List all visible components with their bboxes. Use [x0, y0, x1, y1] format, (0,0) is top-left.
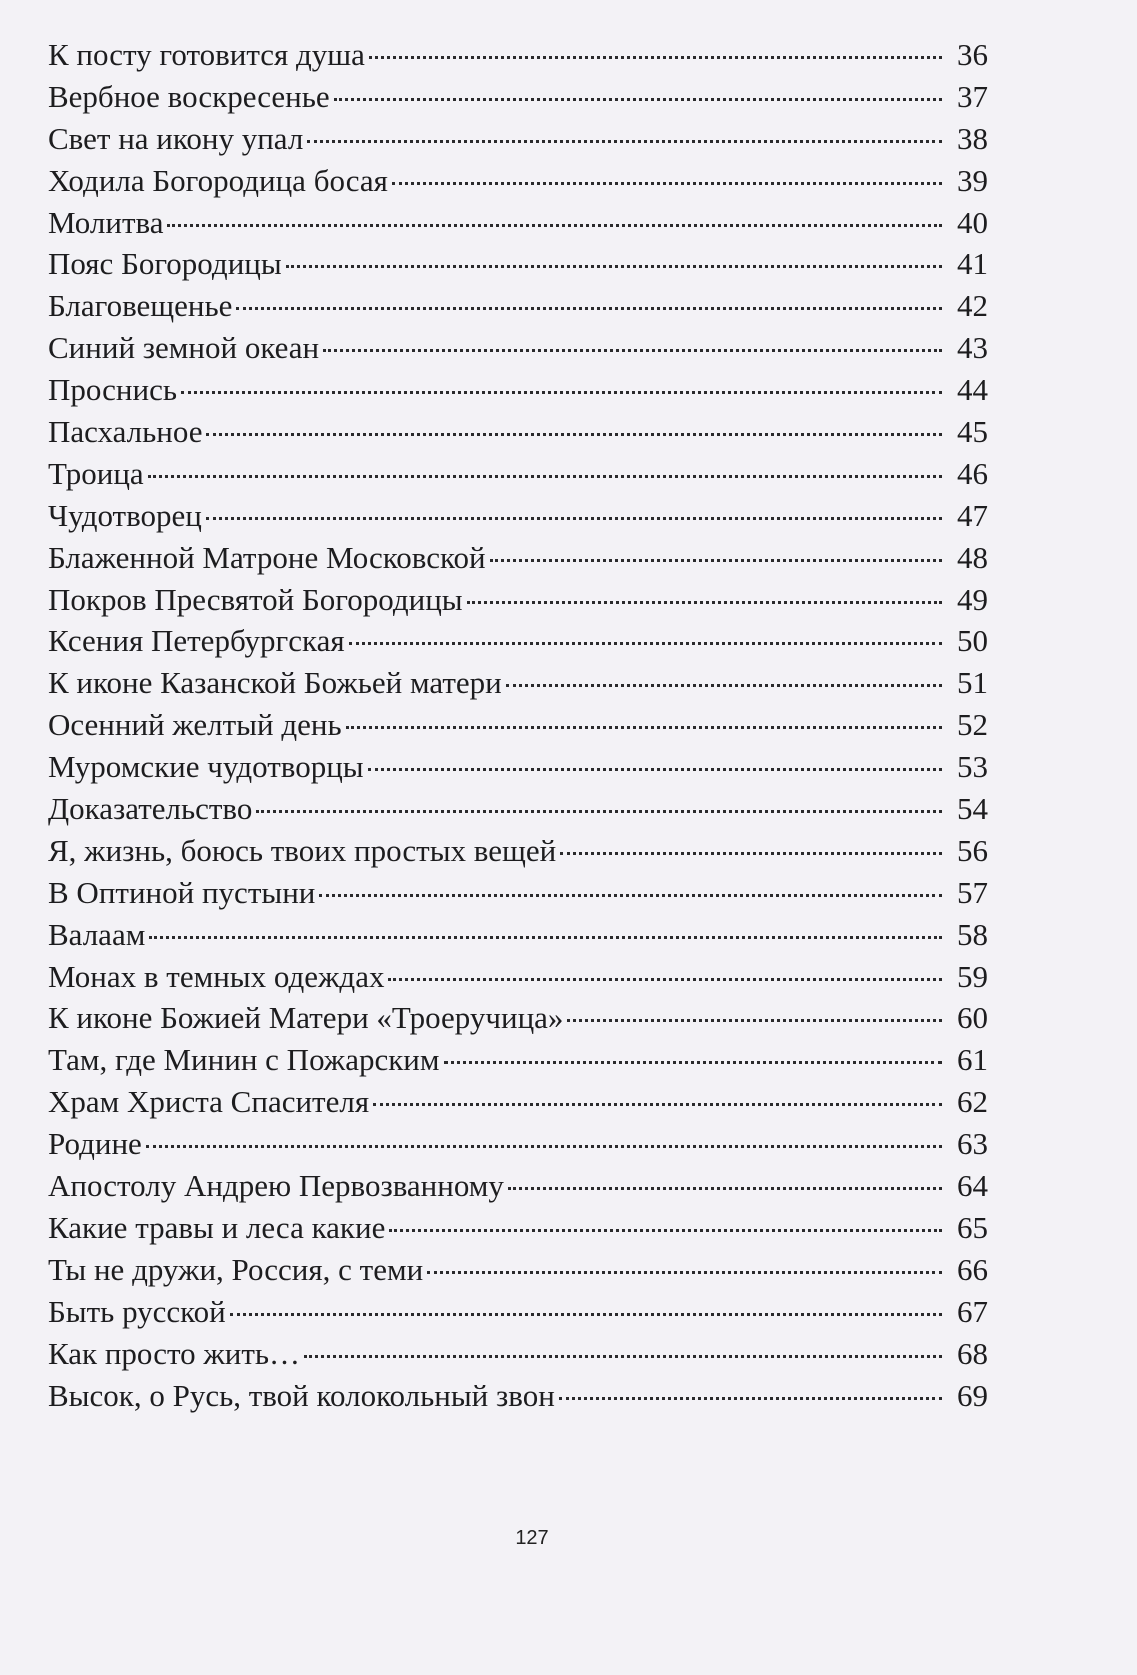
toc-entry-title: Свет на икону упал: [48, 120, 304, 156]
toc-entry-title: К иконе Казанской Божьей матери: [48, 665, 502, 701]
dot-leader: [349, 642, 942, 645]
toc-entry-title: Храм Христа Спасителя: [48, 1084, 370, 1120]
toc-entry-page-number: 46: [957, 455, 988, 491]
toc-entry-page-number: 52: [957, 707, 988, 743]
toc-entry: [48, 1123, 988, 1165]
toc-entry: [48, 34, 988, 76]
toc-entry: [48, 956, 988, 998]
toc-entry-page-number: 62: [957, 1084, 988, 1120]
toc-entry: [48, 1039, 988, 1081]
toc-entry: [48, 704, 988, 746]
toc-entry-page-number: 64: [957, 1168, 988, 1204]
toc-entry-title: Муромские чудотворцы: [48, 749, 364, 785]
toc-entry-page-number: 67: [957, 1293, 988, 1329]
table-of-contents: [48, 34, 988, 1416]
dot-leader: [427, 1271, 942, 1274]
toc-entry-title: В Оптиной пустыни: [48, 874, 316, 910]
toc-entry-title: Благовещенье: [48, 288, 233, 324]
dot-leader: [508, 1187, 942, 1190]
toc-entry-title: Синий земной океан: [48, 330, 320, 366]
toc-entry-page-number: 47: [957, 497, 988, 533]
toc-entry-page-number: 50: [957, 623, 988, 659]
toc-entry-title: Там, где Минин с Пожарским: [48, 1042, 440, 1078]
dot-leader: [230, 1313, 942, 1316]
dot-leader: [373, 1103, 942, 1106]
dot-leader: [304, 1355, 942, 1358]
dot-leader: [388, 978, 942, 981]
dot-leader: [206, 433, 942, 436]
dot-leader: [307, 140, 942, 143]
toc-entry: [48, 537, 988, 579]
toc-entry-title: Доказательство: [48, 791, 253, 827]
toc-entry-title: Блаженной Матроне Московской: [48, 539, 486, 575]
toc-entry-title: Чудотворец: [48, 497, 202, 533]
dot-leader: [206, 517, 942, 520]
toc-entry-title: Покров Пресвятой Богородицы: [48, 581, 463, 617]
toc-entry-title: К иконе Божией Матери «Троеручица»: [48, 1000, 564, 1036]
dot-leader: [506, 684, 942, 687]
toc-entry-page-number: 48: [957, 539, 988, 575]
toc-entry-page-number: 36: [957, 37, 988, 72]
toc-entry: [48, 788, 988, 830]
dot-leader: [567, 1019, 942, 1022]
toc-entry: [48, 620, 988, 662]
toc-entry: [48, 1375, 988, 1417]
toc-entry-title: Осенний желтый день: [48, 707, 342, 743]
dot-leader: [323, 349, 942, 352]
toc-entry: [48, 285, 988, 327]
toc-entry-title: Я, жизнь, боюсь твоих простых вещей: [48, 832, 557, 868]
toc-entry-page-number: 40: [957, 204, 988, 240]
dot-leader: [560, 852, 942, 855]
toc-entry: [48, 997, 988, 1039]
toc-entry: [48, 914, 988, 956]
toc-entry: [48, 160, 988, 202]
toc-entry-page-number: 69: [957, 1377, 988, 1413]
toc-entry-title: Монах в темных одеждах: [48, 958, 385, 994]
toc-entry-page-number: 58: [957, 916, 988, 952]
dot-leader: [236, 307, 942, 310]
toc-entry-title: Ходила Богородица босая: [48, 162, 388, 198]
toc-entry: [48, 327, 988, 369]
toc-entry: [48, 243, 988, 285]
toc-entry-title: Пояс Богородицы: [48, 246, 282, 282]
toc-entry: [48, 1333, 988, 1375]
dot-leader: [368, 768, 942, 771]
dot-leader: [149, 936, 942, 939]
toc-entry-title: Проснись: [48, 372, 177, 408]
dot-leader: [346, 726, 942, 729]
toc-entry-page-number: 45: [957, 414, 988, 450]
dot-leader: [444, 1061, 943, 1064]
toc-entry-page-number: 65: [957, 1209, 988, 1245]
toc-entry-page-number: 61: [957, 1042, 988, 1078]
page-number: 127: [515, 1527, 549, 1549]
toc-entry: [48, 369, 988, 411]
toc-entry-page-number: 53: [957, 749, 988, 785]
dot-leader: [389, 1229, 942, 1232]
toc-entry: [48, 872, 988, 914]
toc-entry-title: Валаам: [48, 916, 146, 952]
toc-entry-title: Вербное воскресенье: [48, 78, 330, 114]
toc-entry-page-number: 37: [957, 78, 988, 114]
dot-leader: [467, 601, 942, 604]
toc-entry-page-number: 51: [957, 665, 988, 701]
toc-entry-title: Высок, о Русь, твой колокольный звон: [48, 1377, 555, 1413]
toc-entry-page-number: 39: [957, 162, 988, 198]
toc-entry: [48, 1081, 988, 1123]
dot-leader: [167, 224, 942, 227]
toc-entry-title: Родине: [48, 1126, 142, 1162]
dot-leader: [181, 391, 942, 394]
toc-entry-page-number: 38: [957, 120, 988, 156]
toc-entry-page-number: 41: [957, 246, 988, 282]
toc-entry: [48, 411, 988, 453]
dot-leader: [369, 56, 942, 59]
toc-entry: [48, 830, 988, 872]
toc-entry-page-number: 63: [957, 1126, 988, 1162]
toc-entry-page-number: 57: [957, 874, 988, 910]
toc-entry-page-number: 60: [957, 1000, 988, 1036]
toc-entry-page-number: 66: [957, 1251, 988, 1287]
toc-entry-page-number: 56: [957, 832, 988, 868]
dot-leader: [286, 265, 942, 268]
toc-entry: [48, 1207, 988, 1249]
toc-entry-title: К посту готовится душа: [48, 37, 365, 72]
toc-entry-page-number: 54: [957, 791, 988, 827]
toc-entry: [48, 453, 988, 495]
toc-entry-title: Как просто жить…: [48, 1335, 301, 1371]
toc-entry: [48, 1249, 988, 1291]
toc-entry: [48, 662, 988, 704]
toc-entry-title: Молитва: [48, 204, 164, 240]
toc-entry: [48, 118, 988, 160]
toc-entry-page-number: 43: [957, 330, 988, 366]
dot-leader: [392, 182, 942, 185]
toc-entry-page-number: 59: [957, 958, 988, 994]
toc-entry-title: Ты не дружи, Россия, с теми: [48, 1251, 424, 1287]
toc-entry-title: Пасхальное: [48, 414, 203, 450]
toc-entry: [48, 579, 988, 621]
toc-entry-title: Ксения Петербургская: [48, 623, 345, 659]
toc-entry-page-number: 49: [957, 581, 988, 617]
toc-entry: [48, 495, 988, 537]
toc-entry: [48, 746, 988, 788]
toc-entry: [48, 1291, 988, 1333]
toc-entry-title: Какие травы и леса какие: [48, 1209, 386, 1245]
toc-entry-page-number: 42: [957, 288, 988, 324]
toc-entry-page-number: 68: [957, 1335, 988, 1371]
dot-leader: [148, 475, 942, 478]
toc-entry-title: Апостолу Андрею Первозванному: [48, 1168, 504, 1204]
dot-leader: [256, 810, 942, 813]
toc-entry: [48, 76, 988, 118]
dot-leader: [490, 559, 942, 562]
toc-entry: [48, 1165, 988, 1207]
dot-leader: [146, 1145, 942, 1148]
toc-entry: [48, 202, 988, 244]
toc-entry-title: Быть русской: [48, 1293, 226, 1329]
dot-leader: [319, 894, 942, 897]
toc-entry-page-number: 44: [957, 372, 988, 408]
toc-entry-title: Троица: [48, 455, 144, 491]
dot-leader: [334, 98, 942, 101]
dot-leader: [559, 1397, 942, 1400]
